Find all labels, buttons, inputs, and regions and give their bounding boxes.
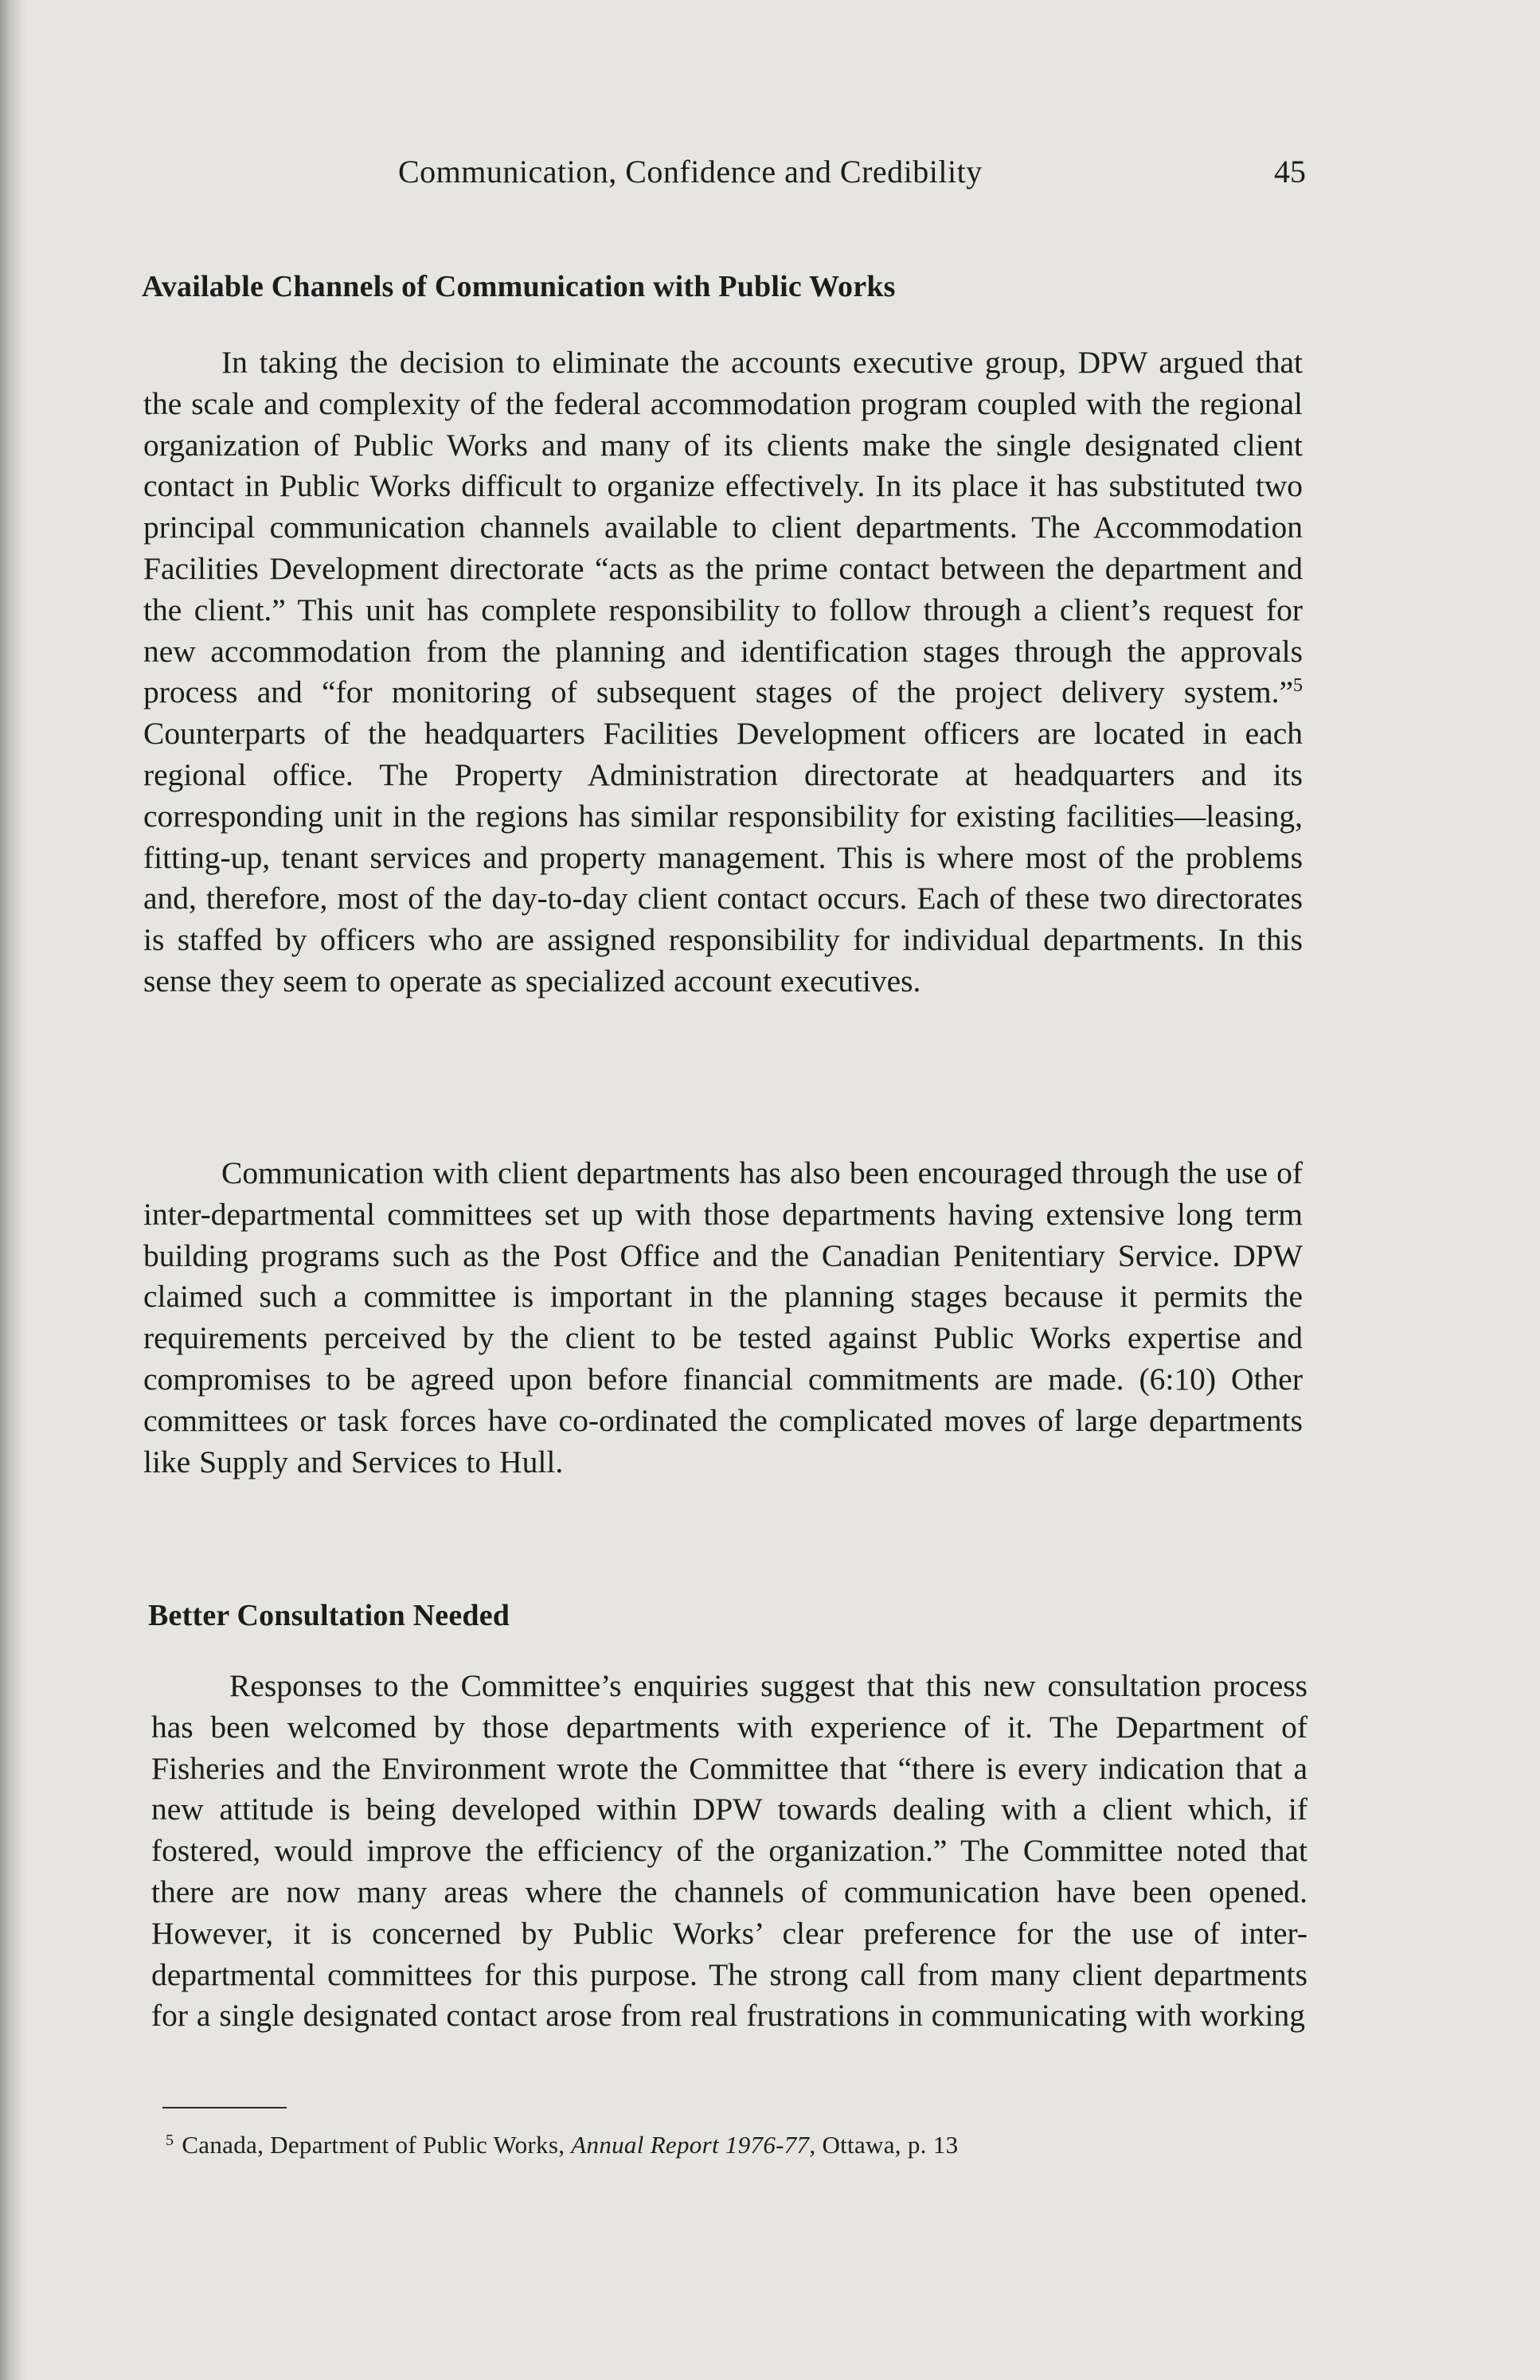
- running-head-title: Communication, Confidence and Credibility: [398, 154, 983, 190]
- footnote-text: Canada, Department of Public Works,: [182, 2131, 572, 2159]
- running-head: [143, 153, 1306, 201]
- footnote-text-end: Ottawa, p. 13: [815, 2131, 959, 2159]
- footnote-rule: [162, 2107, 287, 2108]
- paragraph-dpw-channels: [143, 342, 1303, 1002]
- paragraph-interdepartmental-committees: Communication with client departments has also been encouraged through the use of inter-departmental committees set up with those departments having extensive long term building programs such as the Post Office and the Canadian Penitentiary Service. DPW claimed such a committee is important in the planning stages because it permits the requirements perceived by the client to be tested against Public Works expertise and compromises to be agreed upon before financial commitments are made. (6:10) Other committees or task forces have co-ordinated the complicated moves of large departments like Supply and Services to Hull.: [143, 1155, 1303, 1479]
- paragraph-dpw-channels-text-cont: Counterparts of the headquarters Facilities Development officers are located in each regional office. The Property Administration directorate at headquarters and its corresponding unit in the regions has similar responsibility for existing facilities—leasing, fitting-up, tenant services and property management. This is where most of the problems and, therefore, most of the day-to-day client contact occurs. Each of these two directorates is staffed by officers who are assigned responsibility for individual departments. In this sense they seem to operate as specialized account executives.: [143, 716, 1303, 999]
- page-gutter-shadow: [0, 0, 27, 2380]
- footnote-italic-title: Annual Report 1976-77,: [571, 2131, 816, 2159]
- footnote: [166, 2131, 958, 2159]
- page-number: 45: [1274, 154, 1306, 190]
- paragraph-dpw-channels-text: In taking the decision to eliminate the accounts executive group, DPW argued that the scale and complexity of the federal accommodation program coupled with the regional organization of Public Works and many of its clients make the single designated client contact in Public Works difficult to organize effectively. In its place it has substituted two principal communication channels available to client departments. The Accommodation Facilities Development directorate “acts as the prime contact between the department and the client.” This unit has complete responsibility to follow through a client’s request for new accommodation from the planning and identification stages through the approvals process and “for monitoring of subsequent stages of the project delivery system.”: [143, 345, 1303, 710]
- section-heading-better-consultation: Better Consultation Needed: [148, 1599, 510, 1632]
- paragraph-consultation-responses: Responses to the Committee’s enquiries suggest that this new consultation process has been welcomed by those departments with experience of it. The Department of Fisheries and the Environment wrote the Committee that “there is every indication that a new attitude is being developed within DPW towards dealing with a client which, if fostered, would improve the efficiency of the organization.” The Committee noted that there are now many areas where the channels of communication have been opened. However, it is concerned by Public Works’ clear preference for the use of inter-departmental committees for this purpose. The strong call from many client departments for a single designated contact arose from real frustrations in communicating with working: [151, 1668, 1307, 2034]
- footnote-reference: 5: [1293, 675, 1303, 697]
- section-heading-available-channels: Available Channels of Communication with Public Works: [142, 270, 896, 303]
- footnote-marker: 5: [166, 2132, 174, 2149]
